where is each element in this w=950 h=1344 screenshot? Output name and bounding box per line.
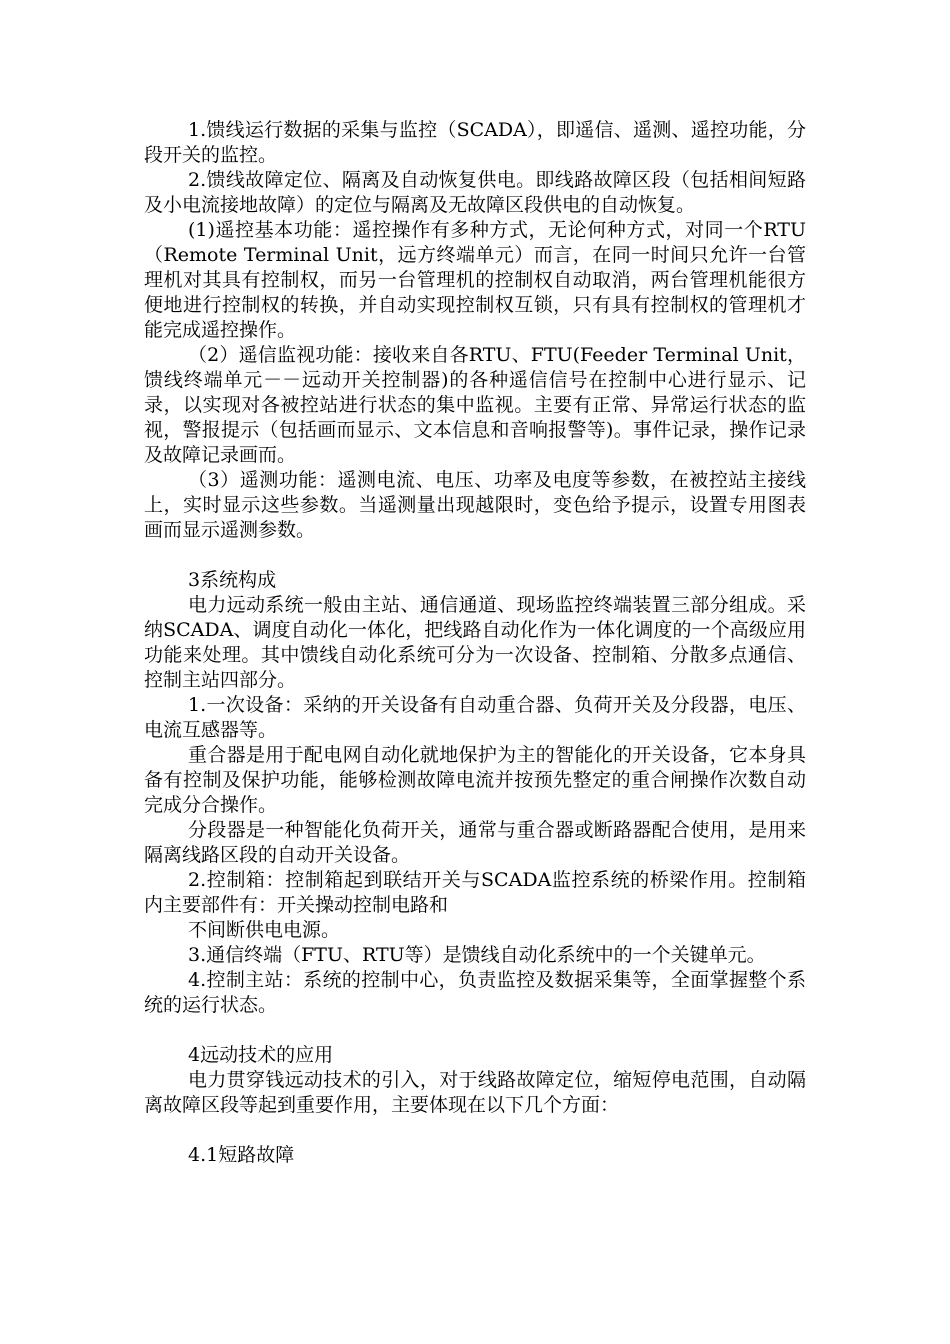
document-page bbox=[144, 118, 806, 1168]
blank-line bbox=[144, 543, 806, 568]
paragraph-remote-signal: （2）遥信监视功能：接收来自各RTU、FTU(Feeder Terminal Unit，馈线终端单元－－远动开关控制器)的各种遥信信号在控制中心进行显示、记录，以实现对各被控站进行状态的集中监视。主要有正常、异常运行状态的监视，警报提示（包括画而显示、文本信息和音响报警等)。事件记录，操作记录及故障记录画而。 bbox=[144, 344, 806, 466]
paragraph-remote-control: (1)遥控基本功能：遥控操作有多种方式，无论何种方式，对同一个RTU（Remote Terminal Unit，远方终端单元）而言，在同一时间只允许一台管理机对其具有控制权，而另一台管理机的控制权自动取消，两台管理机能很方便地进行控制权的转换，并自动实现控制权互锁，只有具有控制权的管理机才能完成遥控操作。 bbox=[144, 219, 806, 341]
paragraph-ups: 不间断供电电源。 bbox=[188, 919, 341, 941]
heading-short-circuit-fault: 4.1短路故障 bbox=[188, 1144, 295, 1166]
paragraph-control-master: 4.控制主站：系统的控制中心，负责监控及数据采集等，全面掌握整个系统的运行状态。 bbox=[144, 969, 806, 1016]
paragraph-sectionalizer: 分段器是一种智能化负荷开关，通常与重合器或断路器配合使用，是用来隔离线路区段的自动开关设备。 bbox=[144, 819, 806, 866]
paragraph-control-box: 2.控制箱：控制箱起到联结开关与SCADA监控系统的桥梁作用。控制箱内主要部件有：开关操动控制电路和 bbox=[144, 869, 806, 916]
heading-system-structure: 3系统构成 bbox=[188, 569, 277, 591]
heading-telecontrol-application: 4远动技术的应用 bbox=[188, 1044, 334, 1066]
blank-line bbox=[144, 1018, 806, 1043]
paragraph-fault-location: 2.馈线故障定位、隔离及自动恢复供电。即线路故障区段（包括相间短路及小电流接地故障）的定位与隔离及无故障区段供电的自动恢复。 bbox=[144, 169, 806, 216]
paragraph-application-overview: 电力贯穿钱远动技术的引入，对于线路故障定位，缩短停电范围，自动隔离故障区段等起到重要作用，主要体现在以下几个方面： bbox=[144, 1069, 806, 1116]
paragraph-recloser: 重合器是用于配电网自动化就地保护为主的智能化的开关设备，它本身具备有控制及保护功能，能够检测故障电流并按预先整定的重合闸操作次数自动完成分合操作。 bbox=[144, 744, 806, 816]
paragraph-system-overview: 电力远动系统一般由主站、通信通道、现场监控终端装置三部分组成。采纳SCADA、调度自动化一体化，把线路自动化作为一体化调度的一个高级应用功能来处理。其中馈线自动化系统可分为一次设备、控制箱、分散多点通信、控制主站四部分。 bbox=[144, 594, 806, 691]
paragraph-telemetry: （3）遥测功能：遥测电流、电压、功率及电度等参数，在被控站主接线上，实时显示这些参数。当遥测量出现越限时，变色给予提示，设置专用图表画而显示遥测参数。 bbox=[144, 469, 806, 541]
paragraph-comm-terminal: 3.通信终端（FTU、RTU等）是馈线自动化系统中的一个关键单元。 bbox=[188, 944, 766, 966]
paragraph-scada-monitoring: 1.馈线运行数据的采集与监控（SCADA），即遥信、遥测、遥控功能，分段开关的监控。 bbox=[144, 119, 806, 166]
blank-line bbox=[144, 1118, 806, 1143]
paragraph-primary-equipment: 1.一次设备：采纳的开关设备有自动重合器、负荷开关及分段器，电压、电流互感器等。 bbox=[144, 694, 806, 741]
